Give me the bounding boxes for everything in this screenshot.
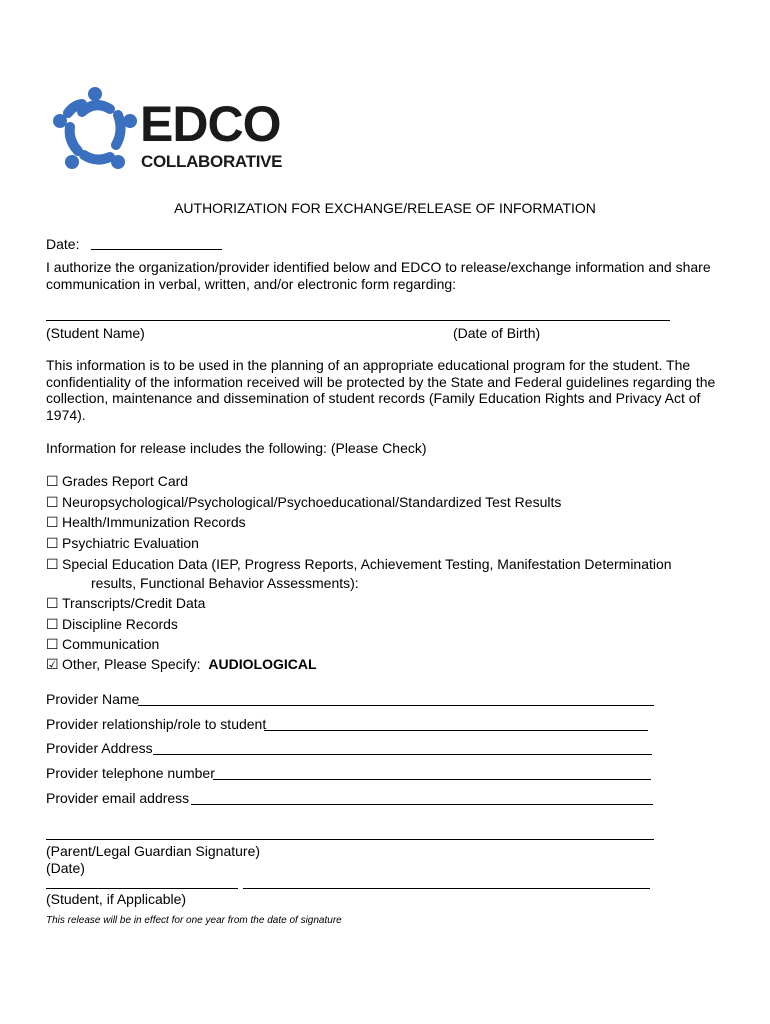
checkbox-icon[interactable]: ☐ [46,494,59,510]
provider-name-label: Provider Name [46,691,140,707]
checklist-label: Communication [62,636,160,652]
checklist-item[interactable] [46,514,246,531]
release-prompt: Information for release includes the following: (Please Check) [46,440,427,456]
student-signature-date-field[interactable] [243,888,650,889]
provider-phone-field[interactable] [213,779,651,780]
student-signature-label: (Student, if Applicable) [46,891,187,907]
checklist-item-other[interactable] [46,656,317,673]
checklist-item[interactable] [46,473,188,490]
checkbox-icon[interactable]: ☐ [46,473,59,489]
checkbox-icon[interactable]: ☐ [46,535,59,551]
checklist-label: Grades Report Card [62,473,189,489]
checklist-item[interactable] [46,616,178,633]
other-specify-value[interactable]: AUDIOLOGICAL [208,656,317,672]
checkbox-icon[interactable]: ☐ [46,514,59,530]
date-label-2: (Date) [46,860,85,876]
brand-name: EDCO [140,96,281,152]
checklist-item[interactable] [46,494,561,511]
form-title: AUTHORIZATION FOR EXCHANGE/RELEASE OF INFORMATION [174,200,596,216]
footer-note: This release will be in effect for one year from the date of signature [46,915,342,926]
checklist-label: Psychiatric Evaluation [62,535,199,551]
checklist-item[interactable] [46,556,672,573]
student-name-dob-field[interactable] [46,320,670,321]
checkbox-icon[interactable]: ☐ [46,595,59,611]
checkbox-icon[interactable]: ☐ [46,556,59,572]
provider-name-field[interactable] [138,705,654,706]
student-signature-field[interactable] [46,888,238,889]
dob-label: (Date of Birth) [453,325,541,341]
edco-logo [52,85,287,180]
intro-text: I authorize the organization/provider identified below and EDCO to release/exchange information and share communication in verbal, written, and/or electronic form regarding: [46,259,711,292]
checkbox-checked-icon[interactable]: ☑ [46,656,59,672]
checklist-continuation: results, Functional Behavior Assessments): [91,575,359,591]
checklist-label: Health/Immunization Records [62,514,246,530]
brand-sub: COLLABORATIVE [141,152,283,171]
student-name-label: (Student Name) [46,325,145,341]
guardian-signature-label: (Parent/Legal Guardian Signature) [46,843,261,859]
date-field[interactable] [91,249,222,250]
provider-role-label: Provider relationship/role to student [46,716,267,732]
checkbox-icon[interactable]: ☐ [46,616,59,632]
checklist-label: Transcripts/Credit Data [62,595,206,611]
checklist-item[interactable] [46,535,199,552]
provider-email-label: Provider email address [46,790,190,806]
checklist-label: Special Education Data (IEP, Progress Reports, Achievement Testing, Manifestation Determination [62,556,672,572]
provider-address-field[interactable] [153,754,652,755]
purpose-text: This information is to be used in the planning of an appropriate educational program for the student. The confidentiality of the information received will be protected by the State and Federal guidelines regarding the collection, maintenance and dissemination of student records (Family Education Rights and Privacy Act of 1974). [46,357,716,423]
provider-address-label: Provider Address [46,740,153,756]
date-label: Date: [46,236,80,252]
checklist-item[interactable] [46,595,205,612]
checklist-label: Other, Please Specify: [62,656,201,672]
provider-phone-label: Provider telephone number [46,765,215,781]
provider-email-field[interactable] [191,804,653,805]
checklist-item[interactable] [46,636,159,653]
provider-role-field[interactable] [264,730,648,731]
guardian-signature-field[interactable] [46,839,654,840]
checklist-label: Neuropsychological/Psychological/Psychoeducational/Standardized Test Results [62,494,562,510]
checkbox-icon[interactable]: ☐ [46,636,59,652]
checklist-label: Discipline Records [62,616,178,632]
